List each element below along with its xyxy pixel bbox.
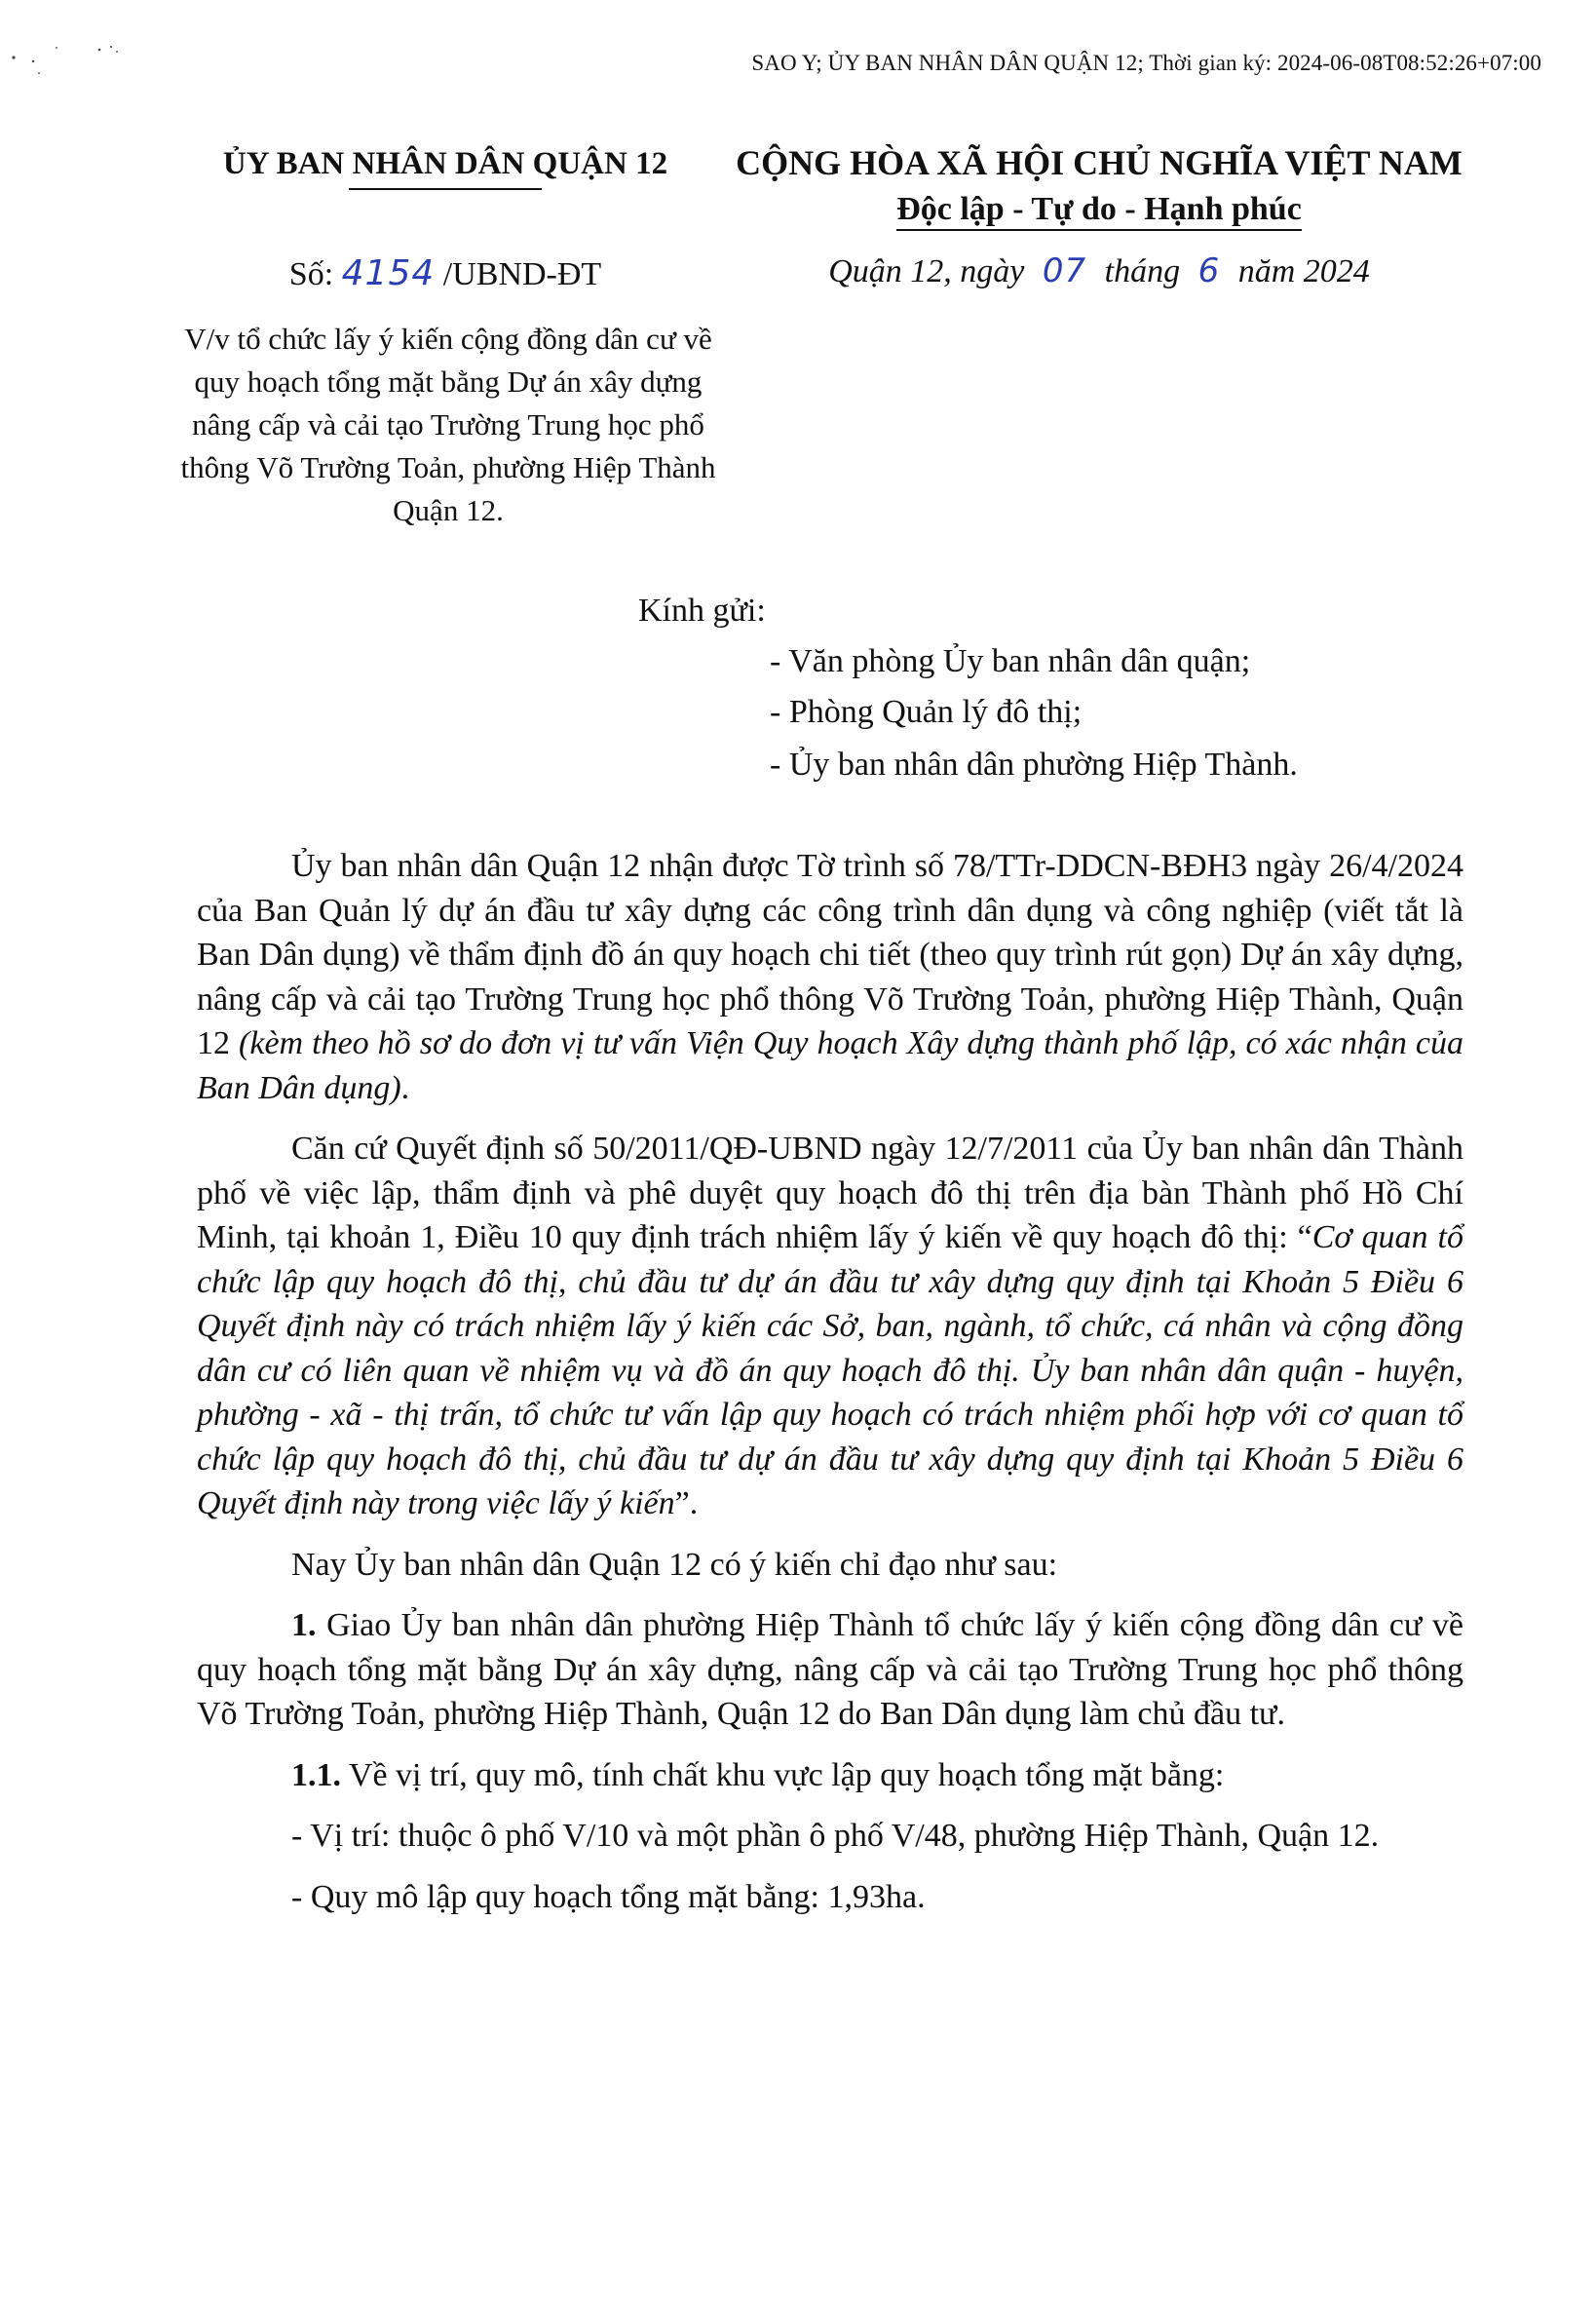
item-number: 1.1. xyxy=(291,1756,341,1793)
issue-date xyxy=(719,251,1479,290)
national-header xyxy=(719,142,1479,231)
paragraph-location: - Vị trí: thuộc ô phố V/10 và một phần ô phố V/48, phường Hiệp Thành, Quận 12. xyxy=(291,1818,1380,1854)
nation-name: CỘNG HÒA XÃ HỘI CHỦ NGHĨA VIỆT NAM xyxy=(736,143,1463,182)
document-body xyxy=(197,844,1463,1936)
handwritten-day: 07 xyxy=(1042,251,1087,290)
quoted-regulation: Cơ quan tổ chức lập quy hoạch đô thị, chủ đầu tư dự án đầu tư xây dựng quy định tại Khoản 5 Điều 6 Quyết định này có trách nhiệm lấy ý kiến các Sở, ban, ngành, tổ chức, cá nhân và cộng đồng dân cư có liên quan về nhiệm vụ và đồ án quy hoạch đô thị. Ủy ban nhân dân quận - huyện, phường - xã - thị trấn, tổ chức tư vấn lập quy hoạch có trách nhiệm phối hợp với cơ quan tổ chức lập quy hoạch đô thị, chủ đầu tư dự án đầu tư xây dựng quy định tại Khoản 5 Điều 6 Quyết định này trong việc lấy ý kiến xyxy=(197,1219,1463,1521)
year-label: năm 2024 xyxy=(1237,253,1370,289)
number-suffix: /UBND-ĐT xyxy=(442,256,602,292)
subject-line: V/v tổ chức lấy ý kiến cộng đồng dân cư về quy hoạch tổng mặt bằng Dự án xây dựng nâng cấp và cải tạo Trường Trung học phổ thông Võ Trường Toản, phường Hiệp Thành Quận 12. xyxy=(180,322,716,527)
org-name: ỦY BAN NHÂN DÂN QUẬN 12 xyxy=(222,146,668,181)
issuing-org xyxy=(187,146,703,182)
paragraph-reference: Ủy ban nhân dân Quận 12 nhận được Tờ trình số 78/TTr-DDCN-BĐH3 ngày 26/4/2024 của Ban Quản lý dự án đầu tư xây dựng các công trình dân dụng và công nghiệp (viết tắt là Ban Dân dụng) về thẩm định đồ án quy hoạch chi tiết (theo quy trình rút gọn) Dự án xây dựng, nâng cấp và cải tạo Trường Trung học phổ thông Võ Trường Toản, phường Hiệp Thành, Quận 12 (kèm theo hồ sơ do đơn vị tư vấn Viện Quy hoạch Xây dựng thành phố lập, có xác nhận của Ban Dân dụng). xyxy=(197,848,1463,1106)
recipient-item: - Phòng Quản lý đô thị; xyxy=(770,694,1083,730)
recipient-item: - Văn phòng Ủy ban nhân dân quận; xyxy=(770,643,1251,679)
paragraph-scale: - Quy mô lập quy hoạch tổng mặt bằng: 1,93ha. xyxy=(291,1878,926,1915)
document-number xyxy=(187,253,703,293)
paragraph-item-1: 1. Giao Ủy ban nhân dân phường Hiệp Thành tổ chức lấy ý kiến cộng đồng dân cư về quy hoạch tổng mặt bằng Dự án xây dựng, nâng cấp và cải tạo Trường Trung học phổ thông Võ Trường Toản, phường Hiệp Thành, Quận 12 do Ban Dân dụng làm chủ đầu tư. xyxy=(197,1607,1463,1732)
handwritten-number: 4154 xyxy=(341,253,436,293)
paragraph-item-1-1: 1.1. Về vị trí, quy mô, tính chất khu vực lập quy hoạch tổng mặt bằng: xyxy=(291,1756,1225,1793)
scan-specks xyxy=(10,44,127,102)
handwritten-month: 6 xyxy=(1197,251,1221,290)
month-label: tháng xyxy=(1104,253,1181,289)
paragraph-directive-intro: Nay Ủy ban nhân dân Quận 12 có ý kiến chỉ đạo như sau: xyxy=(291,1546,1058,1583)
national-motto: Độc lập - Tự do - Hạnh phúc xyxy=(896,191,1302,231)
item-number: 1. xyxy=(291,1607,317,1643)
number-prefix: Số: xyxy=(288,256,334,292)
italic-note: (kèm theo hồ sơ do đơn vị tư vấn Viện Quy hoạch Xây dựng thành phố lập, có xác nhận của Ban Dân dụng) xyxy=(197,1025,1463,1106)
kinh-gui-label: Kính gửi: xyxy=(638,593,766,629)
org-underline xyxy=(349,188,542,190)
digital-signature-stamp: SAO Y; ỦY BAN NHÂN DÂN QUẬN 12; Thời gian ký: 2024-06-08T08:52:26+07:00 xyxy=(751,51,1541,75)
date-prefix: Quận 12, ngày xyxy=(828,253,1025,289)
paragraph-legal-basis: Căn cứ Quyết định số 50/2011/QĐ-UBND ngày 12/7/2011 của Ủy ban nhân dân Thành phố về việc lập, thẩm định và phê duyệt quy hoạch đô thị trên địa bàn Thành phố Hồ Chí Minh, tại khoản 1, Điều 10 quy định trách nhiệm lấy ý kiến về quy hoạch đô thị: “Cơ quan tổ chức lập quy hoạch đô thị, chủ đầu tư dự án đầu tư xây dựng quy định tại Khoản 5 Điều 6 Quyết định này có trách nhiệm lấy ý kiến các Sở, ban, ngành, tổ chức, cá nhân và cộng đồng dân cư có liên quan về nhiệm vụ và đồ án quy hoạch đô thị. Ủy ban nhân dân quận - huyện, phường - xã - thị trấn, tổ chức tư vấn lập quy hoạch có trách nhiệm phối hợp với cơ quan tổ chức lập quy hoạch đô thị, chủ đầu tư dự án đầu tư xây dựng quy định tại Khoản 5 Điều 6 Quyết định này trong việc lấy ý kiến”. xyxy=(197,1131,1463,1521)
recipient-item: - Ủy ban nhân dân phường Hiệp Thành. xyxy=(770,747,1298,783)
